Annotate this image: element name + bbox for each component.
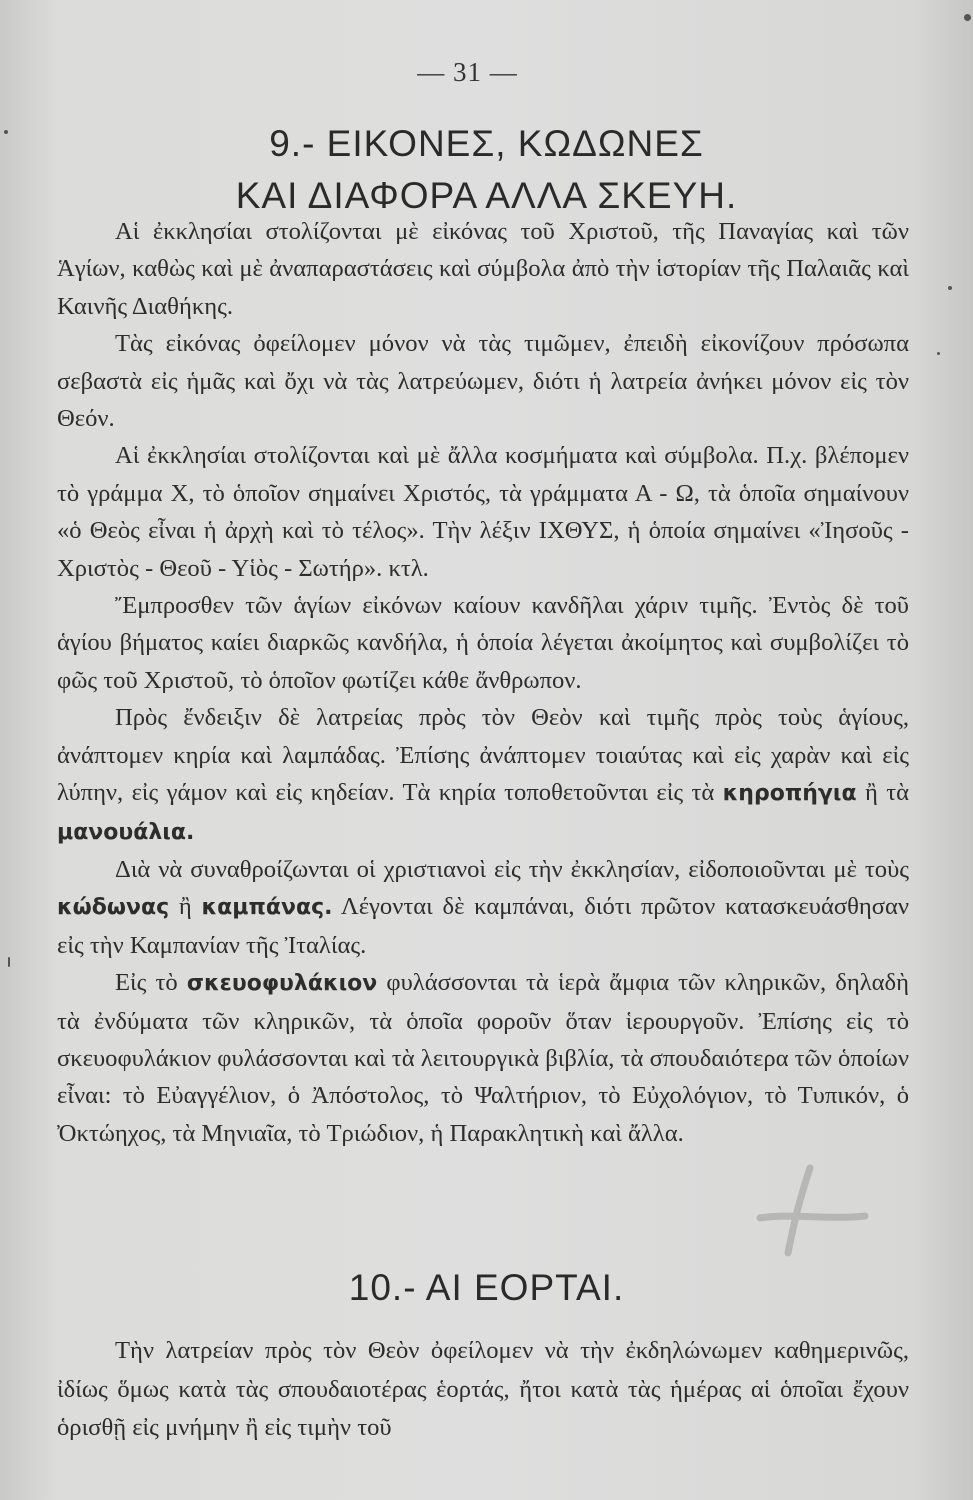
paragraph: Αἱ ἐκκλησίαι στολίζονται μὲ εἰκόνας τοῦ Χριστοῦ, τῆς Παναγίας καὶ τῶν Ἁγίων, καθὼς καὶ μὲ ἀναπαραστάσεις καὶ σύμβολα ἀπὸ τὴν ἱστορίαν τῆς Παλαιᾶς καὶ Καινῆς Διαθήκης. — [57, 218, 909, 320]
bold-term: σκευοφυλάκιον — [186, 971, 378, 997]
paragraph — [57, 964, 909, 1152]
bold-term: καμπάνας. — [201, 895, 333, 921]
page-number: — 31 — — [417, 57, 518, 87]
ink-speck-icon — [948, 286, 952, 290]
section-body-feasts — [57, 1332, 909, 1448]
section-body-icons-bells — [57, 213, 909, 1152]
text-run: Πρὸς ἔνδειξιν δὲ λατρείας πρὸς τὸν Θεὸν καὶ τιμῆς πρὸς τοὺς ἁγίους, ἀνάπτομεν κηρία καὶ λαμπάδας. Ἐπίσης ἀνάπτομεν τοιαύτας καὶ εἰς χαρὰν καὶ εἰς λύπην, εἰς γάμον καὶ εἰς κηδείαν. Τὰ κηρία τοποθετοῦνται εἰς τὰ — [57, 704, 909, 807]
pencil-mark-icon — [740, 1158, 870, 1268]
ink-speck-icon — [937, 352, 940, 355]
paragraph — [57, 699, 909, 851]
text-run: φυλάσσονται τὰ ἱερὰ ἄμφια τῶν κληρικῶν, δηλαδὴ τὰ ἐνδύματα τῶν κληρικῶν, τὰ ὁποῖα φοροῦν ὅταν ἱερουργοῦν. Ἐπίσης εἰς τὸ σκευοφυλάκιον φυλάσσονται καὶ τὰ λειτουργικὰ βιβλία, τὰ σπουδαιότερα τῶν ὁποίων εἶναι: τὸ Εὐαγγέλιον, ὁ Ἀπόστολος, τὸ Ψαλτήριον, τὸ Εὐχολόγιον, τὸ Τυπικόν, ὁ Ὀκτώηχος, τὰ Μηνιαῖα, τὸ Τριώδιον, ἡ Παρακλητικὴ καὶ ἄλλα. — [57, 969, 910, 1147]
paragraph — [57, 851, 909, 964]
text-run: ἢ τὰ — [856, 779, 909, 807]
section-title-line-1: 9.- ΕΙΚΟΝΕΣ, ΚΩΔΩΝΕΣ — [269, 123, 704, 164]
paragraph: Τὰς εἰκόνας ὀφείλομεν μόνον νὰ τὰς τιμῶμεν, ἐπειδὴ εἰκονίζουν πρόσωπα σεβαστὰ εἰς ἡμᾶς καὶ ὄχι νὰ τὰς λατρεύωμεν, διότι ἡ λατρεία ἀνήκει μόνον εἰς τὸν Θεόν. — [57, 330, 909, 433]
section-title-feasts: 10.- ΑΙ ΕΟΡΤΑΙ. — [348, 1267, 625, 1308]
ink-speck-icon — [8, 957, 10, 967]
bold-term: κηροπήγια — [722, 781, 857, 807]
section-title-icons-bells — [0, 118, 973, 222]
paragraph: Αἱ ἐκκλησίαι στολίζονται καὶ μὲ ἄλλα κοσμήματα καὶ σύμβολα. Π.χ. βλέπομεν τὸ γράμμα Χ, τὸ ὁποῖον σημαίνει Χριστός, τὰ γράμματα Α - Ω, τὰ ὁποῖα σημαίνουν «ὁ Θεὸς εἶναι ἡ ἀρχὴ καὶ τὸ τέλος». Τὴν λέξιν ΙΧΘΥΣ, ἡ ὁποία σημαίνει «Ἰησοῦς - Χριστὸς - Θεοῦ - Υἱὸς - Σωτήρ». κτλ. — [57, 442, 909, 582]
paragraph: Τὴν λατρείαν πρὸς τὸν Θεὸν ὀφείλομεν νὰ τὴν ἐκδηλώνωμεν καθημερινῶς, ἰδίως ὅμως κατὰ τὰς σπουδαιοτέρας ἑορτάς, ἤτοι κατὰ τὰς ἡμέρας αἱ ὁποῖαι ἔχουν ὁρισθῇ εἰς μνήμην ἢ εἰς τιμὴν τοῦ — [57, 1337, 909, 1441]
paragraph: Ἔμπροσθεν τῶν ἁγίων εἰκόνων καίουν κανδῆλαι χάριν τιμῆς. Ἐντὸς δὲ τοῦ ἁγίου βήματος καίει διαρκῶς κανδήλα, ἡ ὁποία λέγεται ἀκοίμητος καὶ συμβολίζει τὸ φῶς τοῦ Χριστοῦ, τὸ ὁποῖον φωτίζει κάθε ἄνθρωπον. — [57, 592, 909, 694]
section-title-line-2: ΚΑΙ ΔΙΑΦΟΡΑ ΑΛΛΑ ΣΚΕΥΗ. — [235, 175, 738, 216]
bold-term: μανουάλια. — [57, 819, 195, 845]
text-run: Διὰ νὰ συναθροίζωνται οἱ χριστιανοὶ εἰς τὴν ἐκκλησίαν, εἰδοποιοῦνται μὲ τοὺς — [115, 855, 909, 883]
text-run: ἢ — [169, 893, 202, 921]
ink-speck-icon — [4, 130, 8, 134]
text-run: Εἰς τὸ — [115, 969, 187, 997]
bold-term: κώδωνας — [57, 895, 170, 921]
text-run: Λέγονται δὲ καμπάναι, διότι πρῶτον κατασκευάσθησαν εἰς τὴν Καμπανίαν τῆς Ἰταλίας. — [57, 893, 909, 959]
ink-speck-icon — [964, 14, 971, 21]
